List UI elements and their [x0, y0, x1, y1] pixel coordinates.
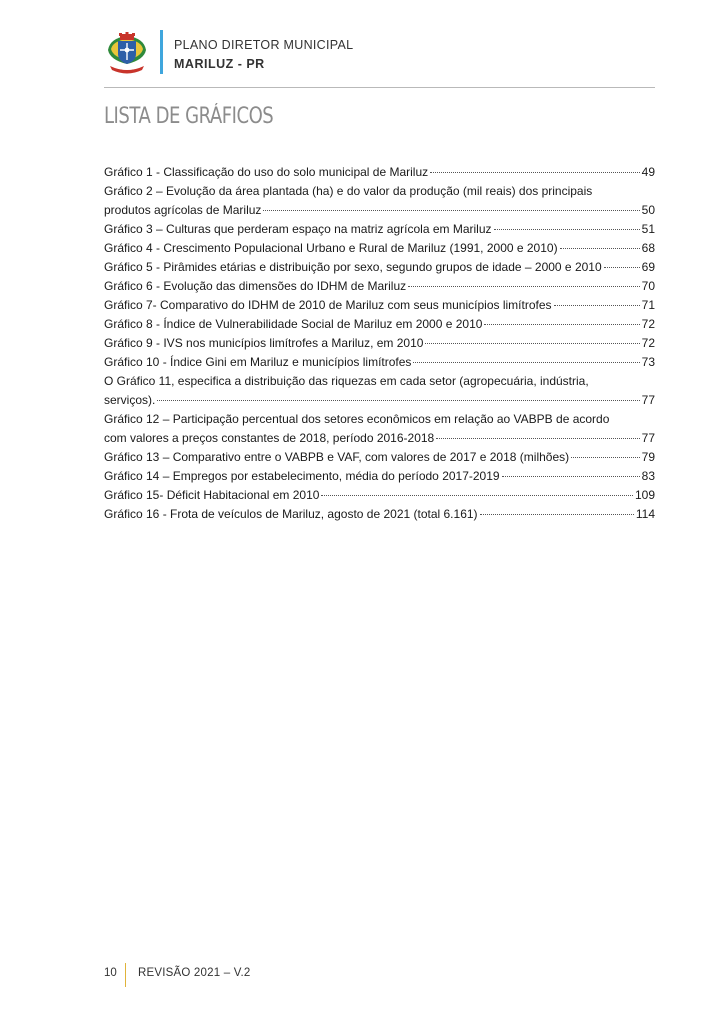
toc-entry[interactable] — [104, 163, 655, 182]
toc-entry[interactable] — [104, 467, 655, 486]
toc-dot-leader — [494, 229, 640, 230]
toc-line — [104, 334, 655, 353]
toc-dot-leader — [604, 267, 640, 268]
toc-entry[interactable] — [104, 410, 655, 448]
toc-entry[interactable] — [104, 315, 655, 334]
toc-line — [104, 448, 655, 467]
toc-page-number: 109 — [634, 488, 655, 502]
toc-dot-leader — [413, 362, 639, 363]
toc-dot-leader — [480, 514, 634, 515]
toc-page-number: 71 — [641, 298, 655, 312]
toc-entry-title: Gráfico 7- Comparativo do IDHM de 2010 de Mariluz com seus municípios limítrofes — [104, 298, 552, 312]
toc-line — [104, 258, 655, 277]
toc-dot-leader — [321, 495, 633, 496]
toc-dot-leader — [157, 400, 639, 401]
toc-entry-title: O Gráfico 11, especifica a distribuição das riquezas em cada setor (agropecuária, indústria, — [104, 374, 589, 388]
toc-page-number: 114 — [635, 507, 655, 521]
toc-dot-leader — [425, 343, 639, 344]
toc-line — [104, 220, 655, 239]
toc-line — [104, 467, 655, 486]
toc-line — [104, 182, 655, 201]
toc-line — [104, 505, 655, 524]
toc-line — [104, 486, 655, 505]
municipal-coat-of-arms-icon — [104, 30, 150, 76]
toc-entry-title: Gráfico 14 – Empregos por estabelecimento, média do período 2017-2019 — [104, 469, 500, 483]
toc-page-number: 70 — [641, 279, 655, 293]
toc-line — [104, 163, 655, 182]
toc-entry[interactable] — [104, 277, 655, 296]
toc-entry[interactable] — [104, 448, 655, 467]
toc-entry-title: serviços). — [104, 393, 156, 407]
toc-entry-title: Gráfico 16 - Frota de veículos de Mariluz, agosto de 2021 (total 6.161) — [104, 507, 478, 521]
footer-revision: REVISÃO 2021 – V.2 — [138, 967, 251, 979]
toc-entry-title: Gráfico 4 - Crescimento Populacional Urbano e Rural de Mariluz (1991, 2000 e 2010) — [104, 241, 558, 255]
toc-entry-title: com valores a preços constantes de 2018, período 2016-2018 — [104, 431, 435, 445]
toc-page-number: 49 — [641, 165, 655, 179]
toc-page-number: 50 — [641, 203, 655, 217]
toc-page-number: 73 — [641, 355, 655, 369]
toc-page-number: 69 — [641, 260, 655, 274]
toc-line — [104, 410, 655, 429]
toc-dot-leader — [560, 248, 640, 249]
toc-entry[interactable] — [104, 505, 655, 524]
toc-entry[interactable] — [104, 486, 655, 505]
toc-line — [104, 429, 655, 448]
toc-entry-title: Gráfico 12 – Participação percentual dos setores econômicos em relação ao VABPB de acordo — [104, 412, 610, 426]
toc-entry-title: Gráfico 13 – Comparativo entre o VABPB e VAF, com valores de 2017 e 2018 (milhões) — [104, 450, 570, 464]
toc-entry[interactable] — [104, 353, 655, 372]
toc-line — [104, 277, 655, 296]
toc-dot-leader — [554, 305, 640, 306]
toc-page-number: 77 — [641, 393, 655, 407]
page-title: LISTA DE GRÁFICOS — [104, 104, 274, 129]
header-subtitle: MARILUZ - PR — [174, 57, 265, 71]
toc-dot-leader — [430, 172, 639, 173]
toc-line — [104, 201, 655, 220]
toc-entry-title: Gráfico 2 – Evolução da área plantada (ha) e do valor da produção (mil reais) dos principais — [104, 184, 593, 198]
toc-page-number: 72 — [641, 336, 655, 350]
toc-entry[interactable] — [104, 258, 655, 277]
toc-entry-title: Gráfico 1 - Classificação do uso do solo municipal de Mariluz — [104, 165, 429, 179]
toc-page-number: 83 — [641, 469, 655, 483]
toc-dot-leader — [436, 438, 639, 439]
toc-line — [104, 353, 655, 372]
toc-entry-title: Gráfico 3 – Culturas que perderam espaço na matriz agrícola em Mariluz — [104, 222, 492, 236]
toc-entry[interactable] — [104, 296, 655, 315]
toc-entry-title: Gráfico 15- Déficit Habitacional em 2010 — [104, 488, 320, 502]
toc-dot-leader — [263, 210, 639, 211]
toc-entry-title: Gráfico 6 - Evolução das dimensões do IDHM de Mariluz — [104, 279, 407, 293]
toc-entry-title: Gráfico 5 - Pirâmides etárias e distribuição por sexo, segundo grupos de idade – 2000 e 2010 — [104, 260, 602, 274]
footer-divider — [125, 963, 126, 987]
toc-page-number: 68 — [641, 241, 655, 255]
toc-entry-title: Gráfico 9 - IVS nos municípios limítrofes a Mariluz, em 2010 — [104, 336, 424, 350]
toc-entry[interactable] — [104, 372, 655, 410]
toc-dot-leader — [571, 457, 640, 458]
toc-entry[interactable] — [104, 220, 655, 239]
header-title: PLANO DIRETOR MUNICIPAL — [174, 38, 354, 52]
toc-entry[interactable] — [104, 239, 655, 258]
page-header — [104, 30, 654, 88]
toc-entry-title: produtos agrícolas de Mariluz — [104, 203, 262, 217]
toc-entry-title: Gráfico 10 - Índice Gini em Mariluz e municípios limítrofes — [104, 355, 412, 369]
header-rule — [104, 87, 655, 88]
toc-entry[interactable] — [104, 182, 655, 220]
toc-page-number: 51 — [641, 222, 655, 236]
toc-entry-title: Gráfico 8 - Índice de Vulnerabilidade Social de Mariluz em 2000 e 2010 — [104, 317, 483, 331]
list-of-charts — [104, 163, 655, 524]
toc-line — [104, 239, 655, 258]
footer-page-number: 10 — [104, 967, 117, 979]
toc-page-number: 79 — [641, 450, 655, 464]
toc-entry[interactable] — [104, 334, 655, 353]
toc-page-number: 72 — [641, 317, 655, 331]
toc-dot-leader — [408, 286, 640, 287]
header-divider — [160, 30, 163, 74]
toc-dot-leader — [502, 476, 640, 477]
toc-page-number: 77 — [641, 431, 655, 445]
toc-line — [104, 296, 655, 315]
toc-dot-leader — [484, 324, 639, 325]
toc-line — [104, 372, 655, 391]
toc-line — [104, 315, 655, 334]
toc-line — [104, 391, 655, 410]
